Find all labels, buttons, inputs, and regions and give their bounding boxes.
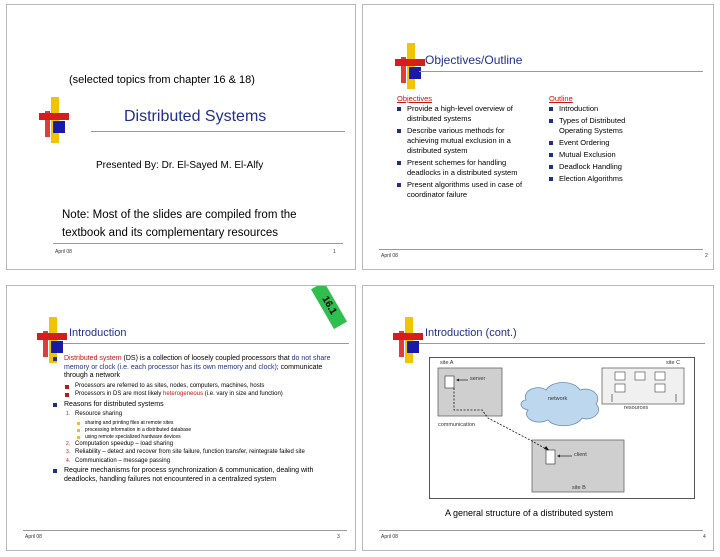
slide-4 <box>362 285 714 551</box>
slide-body <box>53 355 343 486</box>
list-item: Introduction <box>549 104 649 114</box>
presenter: Presented By: Dr. El-Sayed M. El-Alfy <box>96 160 264 171</box>
site-a-label: site A <box>440 360 454 366</box>
list-item: 3. Reliability – detect and recover from site failure, function transfer, reintegrate failed site <box>66 449 305 455</box>
server-label: server <box>470 376 486 382</box>
slide-footer-date: April 08 <box>381 253 398 259</box>
network-cloud-icon <box>521 383 599 426</box>
list-item: Election Algorithms <box>549 174 649 184</box>
list-item: Provide a high-level overview of distributed systems <box>397 104 537 124</box>
slide-footer-date: April 08 <box>25 534 42 540</box>
client-label: client <box>574 452 587 458</box>
list-item: 2. Computation speedup – load sharing <box>66 440 174 447</box>
client-icon <box>546 450 555 464</box>
list-item: Present schemes for handling deadlocks in a distributed system <box>397 158 537 178</box>
network-label: network <box>548 396 568 402</box>
outline-list <box>549 104 649 186</box>
slide-footer-date: April 08 <box>381 534 398 540</box>
list-item: Require mechanisms for process synchronization & communication, dealing with deadlocks, handling failures not encountered in a centralized system <box>53 467 343 484</box>
list-item: Event Ordering <box>549 138 649 148</box>
resource-icon <box>655 384 665 392</box>
list-item: Types of Distributed Operating Systems <box>549 116 649 136</box>
slide-page-number: 3 <box>337 534 340 540</box>
communication-label: communication <box>438 422 475 428</box>
distributed-system-diagram <box>429 357 695 499</box>
title-divider <box>419 71 703 72</box>
footer-divider <box>53 243 343 244</box>
list-item: Processors in DS are most likely heterogeneous (i.e. vary in size and function) <box>53 391 343 399</box>
resource-icon <box>615 372 625 380</box>
list-item: Describe various methods for achieving mutual exclusion in a distributed system <box>397 126 537 156</box>
slide-page-number: 4 <box>703 534 706 540</box>
footer-divider <box>379 530 703 531</box>
slide-title: Introduction <box>69 327 127 339</box>
objectives-heading: Objectives <box>397 94 433 103</box>
site-c-label: site C <box>666 360 681 366</box>
diagram-caption: A general structure of a distributed system <box>445 508 614 518</box>
footer-divider <box>379 249 703 250</box>
slide-3 <box>6 285 356 551</box>
list-item: Present algorithms used in case of coordinator failure <box>397 180 537 200</box>
slide-title: Objectives/Outline <box>425 53 523 67</box>
list-item: Mutual Exclusion <box>549 150 649 160</box>
list-item: sharing and printing files at remote sites <box>53 420 343 427</box>
title-divider <box>91 131 345 132</box>
site-b-label: site B <box>572 485 586 491</box>
list-item: using remote specialized hardware devices <box>53 434 343 441</box>
objectives-list <box>397 104 537 202</box>
slide-title: Introduction (cont.) <box>425 327 517 339</box>
resource-icon <box>635 372 645 380</box>
list-item: processing information in a distributed database <box>53 427 343 434</box>
section-tag: 16.1 <box>311 285 347 329</box>
list-item: 4. Communication – message passing <box>66 457 171 464</box>
list-item: Deadlock Handling <box>549 162 649 172</box>
highlight-text: do not share memory or clock (i.e. each processor has its own memory and clock) <box>64 355 331 371</box>
list-item: Processors are referred to as sites, nodes, computers, machines, hosts <box>53 383 343 391</box>
title-divider <box>63 343 349 344</box>
list-item: Distributed system (DS) is a collection of loosely coupled processors that do not share memory or clock (i.e. each processor has its own memory and clock); communicate through a network <box>53 355 343 381</box>
slide-logo-icon <box>393 317 433 365</box>
server-icon <box>445 376 454 388</box>
note: Note: Most of the slides are compiled from the textbook and its complementary resources <box>62 209 297 239</box>
list-item: Reasons for distributed systems <box>53 401 343 410</box>
slide-page-number: 2 <box>705 253 708 259</box>
resource-icon <box>615 384 625 392</box>
highlight-term: Distributed system <box>64 355 122 362</box>
slide-1 <box>6 4 356 270</box>
slide-logo-icon <box>395 43 435 91</box>
title-divider <box>419 343 705 344</box>
slide-page-number: 1 <box>333 249 336 255</box>
resources-label: resources <box>624 405 649 411</box>
slide-footer-date: April 08 <box>55 249 72 255</box>
resource-icon <box>655 372 665 380</box>
list-item: 1. Resource sharing <box>66 411 123 417</box>
outline-heading: Outline <box>549 94 573 103</box>
chapter-topics: (selected topics from chapter 16 & 18) <box>69 74 255 86</box>
slide-logo-icon <box>39 97 79 145</box>
highlight-text: heterogeneous <box>163 391 204 397</box>
slide-2 <box>362 4 714 270</box>
slide-title: Distributed Systems <box>124 108 267 125</box>
footer-divider <box>23 530 347 531</box>
